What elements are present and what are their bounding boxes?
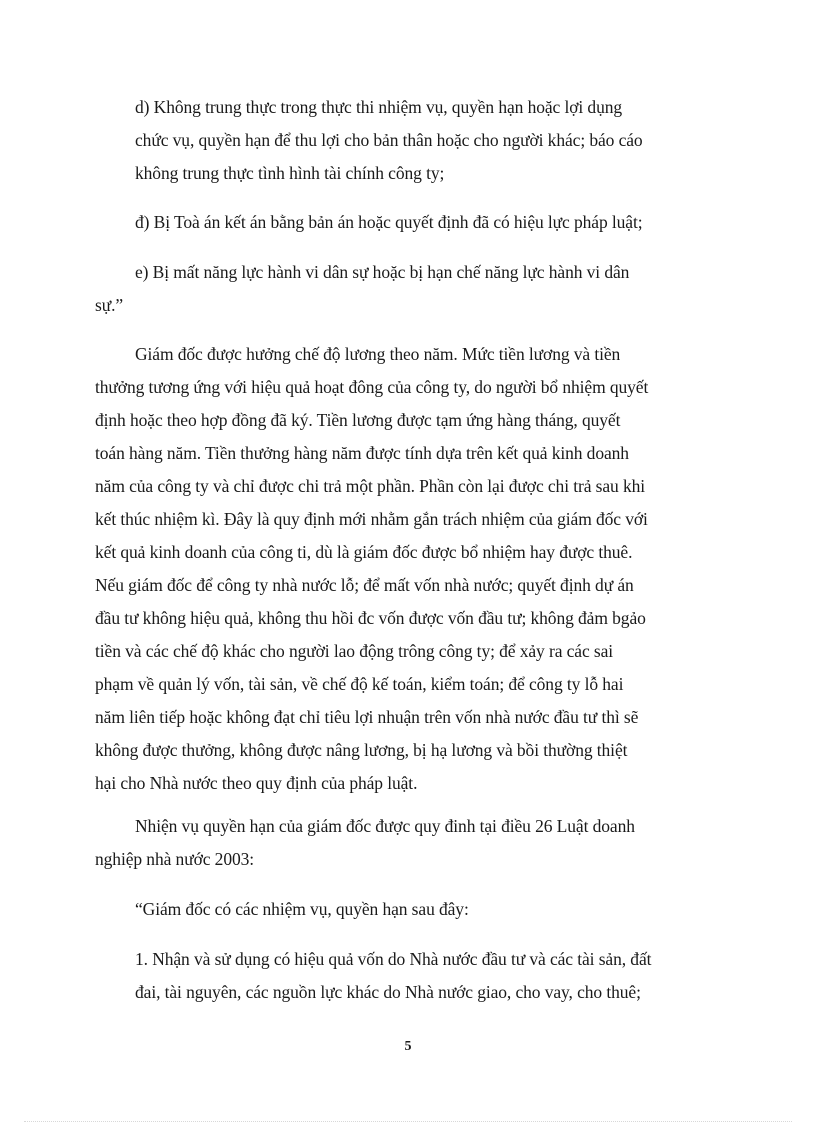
text-line: kết quả kinh doanh của công ti, dù là giám đốc được bổ nhiệm hay được thuê. [95,542,633,562]
text-line: nghiệp nhà nước 2003: [95,849,255,869]
page-bottom-divider [24,1121,792,1122]
text-line: năm liên tiếp hoặc không đạt chỉ tiêu lợi nhuận trên vốn nhà nước đầu tư thì sẽ [95,707,639,727]
text-line: sự.” [95,295,124,315]
text-line: toán hàng năm. Tiền thưởng hàng năm được tính dựa trên kết quả kinh doanh [95,443,629,463]
text-line: đ) Bị Toà án kết án bằng bản án hoặc quyết định đã có hiệu lực pháp luật; [135,212,643,232]
text-line: hại cho Nhà nước theo quy định của pháp luật. [95,773,418,793]
list-item-dd [135,206,720,239]
page-number: 5 [404,1039,412,1054]
text-line: “Giám đốc có các nhiệm vụ, quyền hạn sau đây: [135,899,469,919]
text-line: Giám đốc được hưởng chế độ lương theo năm. Mức tiền lương và tiền [135,344,621,364]
text-line: năm của công ty và chỉ được chi trả một phần. Phần còn lại được chi trả sau khi [95,476,646,496]
list-item-e [95,256,720,322]
text-line: 1. Nhận và sử dụng có hiệu quả vốn do Nhà nước đầu tư và các tài sản, đất [135,949,652,969]
list-item-d [135,91,720,190]
text-line: đầu tư không hiệu quả, không thu hồi đc vốn được vốn đầu tư; không đảm bgảo [95,608,646,628]
text-line: Nhiện vụ quyền hạn của giám đốc được quy đinh tại điều 26 Luật doanh [135,816,635,836]
text-line: tiền và các chế độ khác cho người lao động trông công ty; để xảy ra các sai [95,641,614,661]
text-line: Nếu giám đốc để công ty nhà nước lỗ; để mất vốn nhà nước; quyết định dự án [95,575,634,595]
text-line: chức vụ, quyền hạn để thu lợi cho bản thân hoặc cho người khác; báo cáo [135,130,643,150]
text-line: phạm về quản lý vốn, tài sản, về chế độ kế toán, kiểm toán; để công ty lỗ hai [95,674,624,694]
text-line: d) Không trung thực trong thực thi nhiệm vụ, quyền hạn hoặc lợi dụng [135,97,623,117]
text-line: đai, tài nguyên, các nguồn lực khác do Nhà nước giao, cho vay, cho thuê; [135,982,641,1002]
paragraph-salary [95,338,720,800]
text-line: thưởng tương ứng với hiệu quả hoạt đông của công ty, do người bổ nhiệm quyết [95,377,649,397]
text-line: không được thưởng, không được nâng lương, bị hạ lương và bồi thường thiệt [95,740,628,760]
quote-heading [135,893,720,926]
text-line: e) Bị mất năng lực hành vi dân sự hoặc bị hạn chế năng lực hành vi dân [135,262,630,282]
text-line: kết thúc nhiệm kì. Đây là quy định mới nhằm gắn trách nhiệm của giám đốc với [95,509,648,529]
text-line: định hoặc theo hợp đồng đã ký. Tiền lương được tạm ứng hàng tháng, quyết [95,410,621,430]
paragraph-duties-intro [95,810,720,876]
list-item-1 [135,943,720,1009]
text-line: không trung thực tình hình tài chính công ty; [135,163,445,183]
